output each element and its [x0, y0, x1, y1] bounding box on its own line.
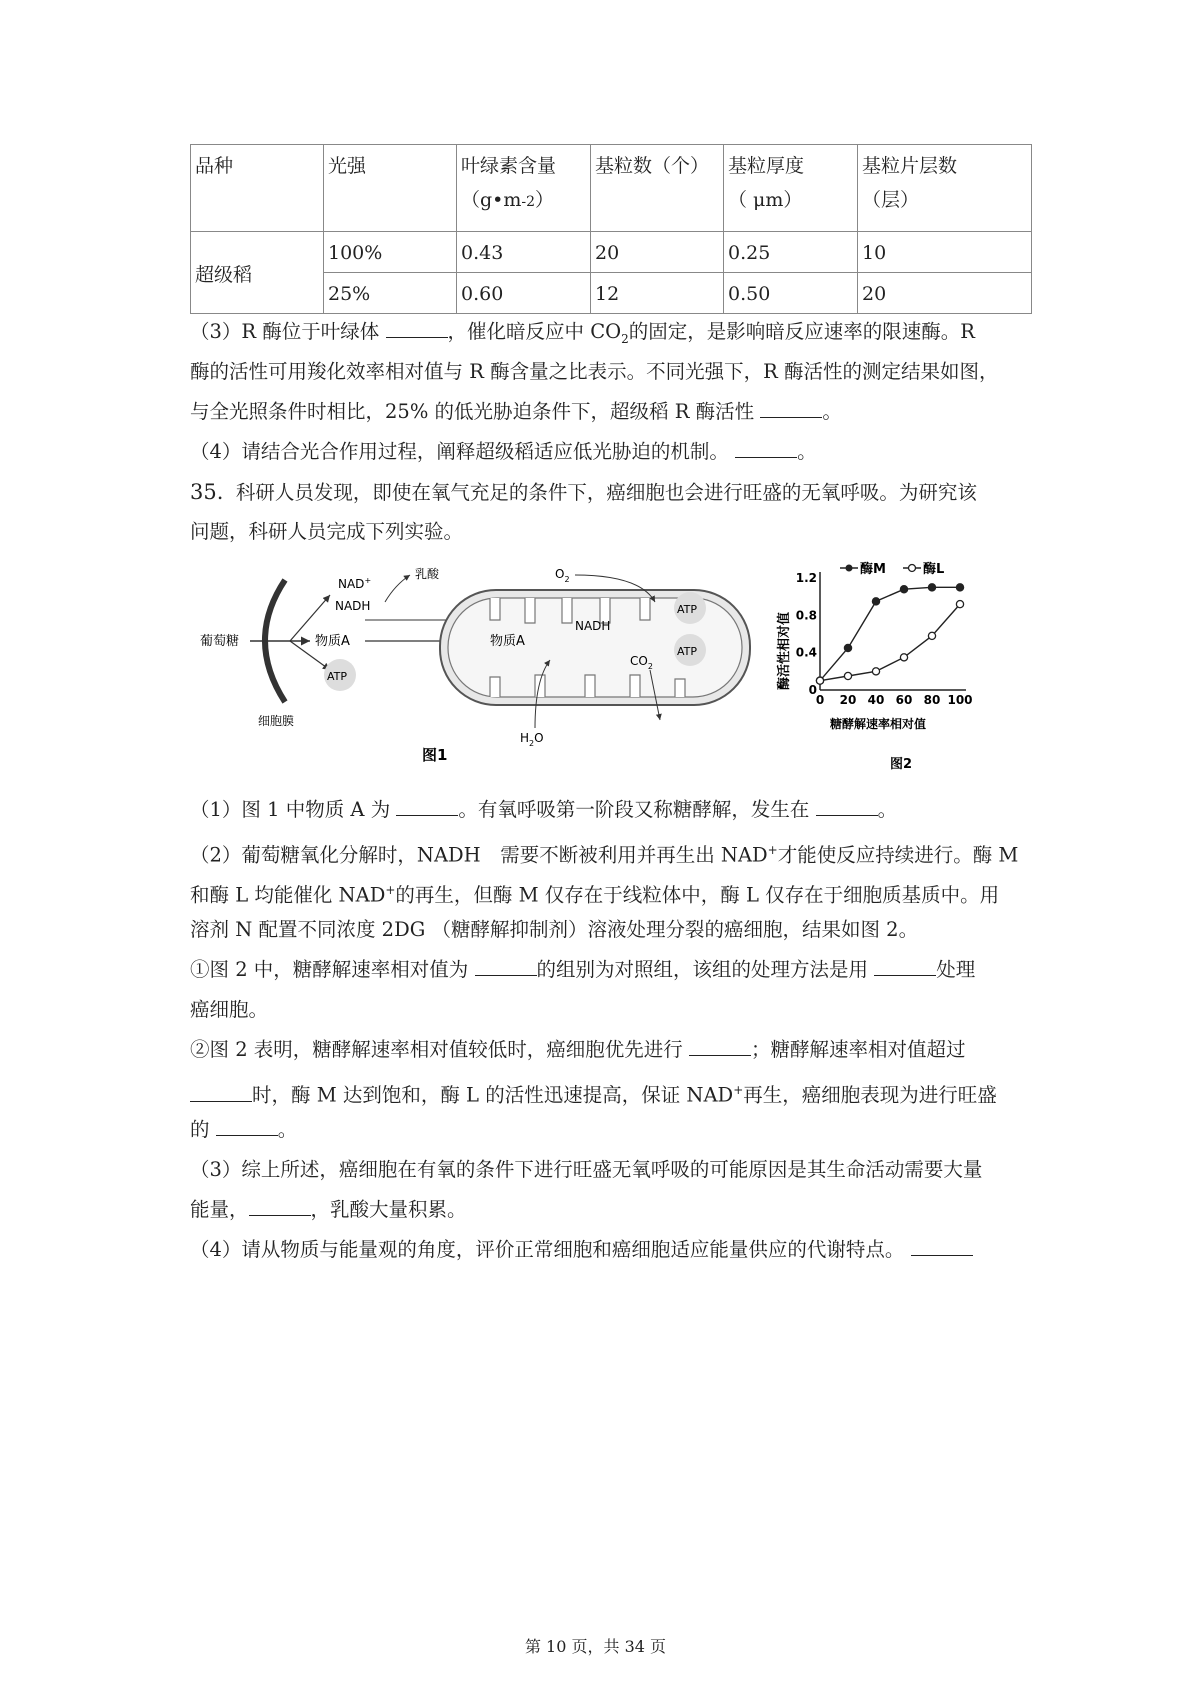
text-line: 问题，科研人员完成下列实验。 [190, 520, 464, 543]
nad-label: NAD+ [338, 576, 372, 591]
figure-2-chart [776, 561, 973, 772]
text-line: （4）请从物质与能量观的角度，评价正常细胞和癌细胞适应能量供应的代谢特点。 [190, 1230, 1030, 1270]
membrane-label: 细胞膜 [258, 714, 295, 728]
question-number: 35. [190, 480, 224, 504]
o2-label: $O_2$ [555, 567, 570, 584]
table-cell: 12 [591, 273, 724, 314]
header-light: 光强 [324, 145, 457, 232]
x-tick-label: 80 [923, 693, 941, 707]
legend-enzyme-l: 酶L [923, 562, 945, 577]
variety-cell: 超级稻 [191, 232, 324, 314]
data-point [872, 668, 879, 675]
text-line: 酶的活性可用羧化效率相对值与 R 酶含量之比表示。不同光强下，R 酶活性的测定结果如图， [190, 360, 999, 383]
table-cell: 0.50 [724, 273, 858, 314]
answer-blank[interactable] [760, 393, 822, 418]
question-34-block [190, 312, 1030, 552]
data-point [900, 586, 907, 593]
question-35-block [190, 790, 1030, 1270]
chart-ylabel: 酶活性相对值 [777, 611, 792, 690]
x-tick-label: 40 [867, 693, 885, 707]
text-line: 和酶 L 均能催化 NAD+的再生，但酶 M 仅存在于线粒体中，酶 L 仅存在于细胞质基质中。用 [190, 883, 1000, 907]
y-tick-label: 0.8 [795, 608, 817, 623]
lactate-label: 乳酸 [415, 567, 440, 581]
atp-burst [674, 592, 706, 624]
header-chlorophyll-line2: （g•m-2） [461, 189, 555, 211]
header-grana-thickness: 基粒厚度 （ μm） [724, 145, 858, 232]
table-cell: 20 [591, 232, 724, 273]
figures [190, 560, 1030, 780]
table-cell: 10 [858, 232, 1032, 273]
figure-1-label: 图1 [422, 746, 448, 764]
figure-2-label: 图2 [890, 757, 913, 772]
table-header-row [191, 145, 1032, 232]
y-tick-label: 0 [808, 683, 817, 697]
text-line: 癌细胞。 [190, 998, 269, 1021]
series-line-1 [820, 604, 960, 681]
y-tick-label: 0.4 [795, 645, 817, 660]
answer-blank[interactable] [216, 1111, 278, 1136]
nadh-mito-label: NADH [575, 619, 611, 633]
chart-legend [840, 561, 944, 577]
header-grana-layers: 基粒片层数 （层） [858, 145, 1032, 232]
nadh-label: NADH [335, 599, 371, 613]
answer-blank[interactable] [911, 1231, 973, 1256]
atp-burst [674, 634, 706, 666]
atp-burst [324, 659, 356, 691]
table-cell: 25% [324, 273, 457, 314]
data-point [956, 584, 963, 591]
figure-1-diagram [200, 567, 750, 764]
page-footer: 第 10 页，共 34 页 [524, 1637, 667, 1656]
answer-blank[interactable] [689, 1031, 751, 1056]
text-line: 溶剂 N 配置不同浓度 2DG （糖酵解抑制剂）溶液处理分裂的癌细胞，结果如图 2。 [190, 918, 919, 941]
substance-a-mito-label: 物质A [490, 634, 525, 649]
text-line: 能量， ，乳酸大量积累。 [190, 1190, 1030, 1230]
table-row [191, 232, 1032, 273]
text-line: ①图 2 中，糖酵解速率相对值为 的组别为对照组，该组的处理方法是用 处理 [190, 950, 1030, 990]
answer-blank[interactable] [190, 1077, 252, 1102]
x-tick-label: 100 [947, 693, 973, 707]
table-cell: 0.43 [457, 232, 591, 273]
header-grana-count: 基粒数（个） [591, 145, 724, 232]
text-line: （3）综上所述，癌细胞在有氧的条件下进行旺盛无氧呼吸的可能原因是其生命活动需要大量 [190, 1158, 983, 1181]
svg-text:ATP: ATP [677, 603, 698, 616]
x-tick-label: 60 [895, 693, 913, 707]
data-point [844, 672, 851, 679]
answer-blank[interactable] [386, 313, 448, 338]
header-variety: 品种 [191, 145, 324, 232]
data-point [844, 644, 851, 651]
data-point [900, 654, 907, 661]
text-line: （4）请结合光合作用过程，阐释超级稻适应低光胁迫的机制。 。 [190, 432, 1030, 472]
h2o-label: $H_2O$ [520, 731, 544, 748]
text-line: （2）葡萄糖氧化分解时，NADH 需要不断被利用并再生出 NAD+才能使反应持续进行。酶 M [190, 843, 1019, 867]
x-tick-label: 0 [815, 693, 825, 707]
table-cell: 0.60 [457, 273, 591, 314]
data-point [928, 584, 935, 591]
text-line: 时，酶 M 达到饱和，酶 L 的活性迅速提高，保证 NAD+再生，癌细胞表现为进行旺盛 [190, 1070, 1030, 1110]
header-chlorophyll [457, 145, 591, 232]
svg-text:ATP: ATP [327, 670, 348, 683]
substance-a-label: 物质A [315, 634, 350, 649]
data-table [190, 144, 1032, 314]
chart-xlabel: 糖酵解速率相对值 [830, 717, 927, 731]
co2-label: $CO_2$ [630, 654, 653, 671]
text-line: 35. 科研人员发现，即使在氧气充足的条件下，癌细胞也会进行旺盛的无氧呼吸。为研究该 [190, 480, 977, 504]
answer-blank[interactable] [816, 791, 878, 816]
text-line: （3）R 酶位于叶绿体 ，催化暗反应中 $CO_2$的固定，是影响暗反应速率的限速酶。R [190, 312, 1030, 352]
glucose-label: 葡萄糖 [200, 634, 240, 649]
answer-blank[interactable] [874, 951, 936, 976]
y-tick-label: 1.2 [795, 571, 817, 585]
legend-enzyme-m: 酶M [860, 562, 886, 577]
data-point [872, 598, 879, 605]
text-line: 的 。 [190, 1110, 1030, 1150]
table-cell: 100% [324, 232, 457, 273]
text-line: （1）图 1 中物质 A 为 。有氧呼吸第一阶段又称糖酵解，发生在 。 [190, 790, 1030, 830]
svg-text:ATP: ATP [677, 645, 698, 658]
answer-blank[interactable] [735, 433, 797, 458]
answer-blank[interactable] [475, 951, 537, 976]
data-point [816, 677, 823, 684]
answer-blank[interactable] [396, 791, 458, 816]
answer-blank[interactable] [249, 1191, 311, 1216]
text-line: ②图 2 表明，糖酵解速率相对值较低时，癌细胞优先进行 ；糖酵解速率相对值超过 [190, 1030, 1030, 1070]
x-tick-label: 20 [839, 693, 857, 707]
series-line-0 [820, 587, 960, 680]
table-cell: 0.25 [724, 232, 858, 273]
header-chlorophyll-line1: 叶绿素含量 [461, 155, 557, 177]
text-line: 与全光照条件时相比，25% 的低光胁迫条件下，超级稻 R 酶活性 。 [190, 392, 1030, 432]
data-point [928, 632, 935, 639]
chart-plot-area [796, 571, 973, 707]
data-point [956, 601, 963, 608]
table-cell: 20 [858, 273, 1032, 314]
